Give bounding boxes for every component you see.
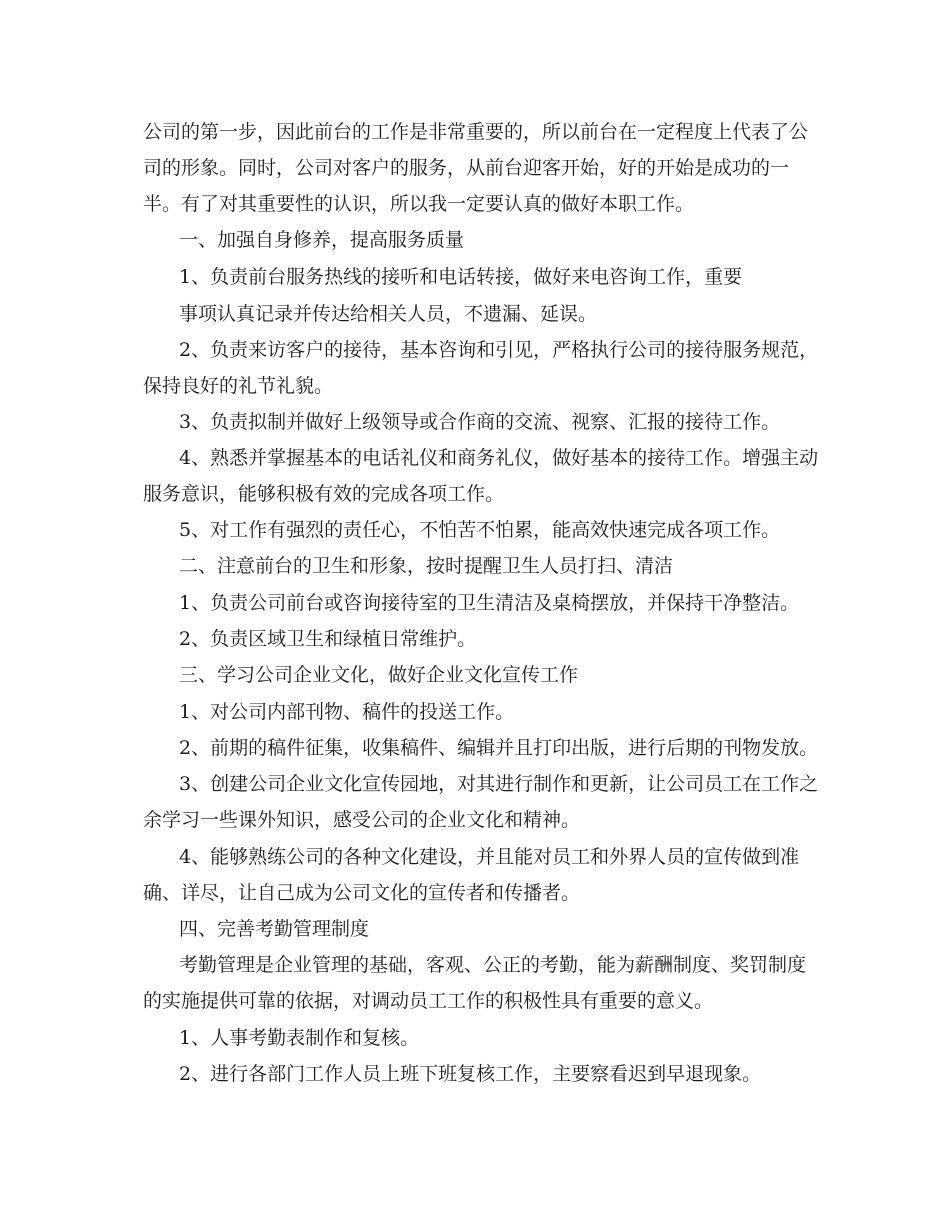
section-heading: 一、加强自身修养，提高服务质量: [179, 229, 465, 251]
paragraph-line: 2、进行各部门工作人员上班下班复核工作，主要察看迟到早退现象。: [179, 1063, 762, 1085]
paragraph-line: 2、前期的稿件征集，收集稿件、编辑并且打印出版，进行后期的刊物发放。: [179, 737, 819, 759]
paragraph-line: 余学习一些课外知识，感受公司的企业文化和精神。: [143, 809, 581, 831]
paragraph-line: 事项认真记录并传达给相关人员，不遗漏、延误。: [179, 303, 598, 325]
paragraph-line: 的实施提供可靠的依据，对调动员工工作的积极性具有重要的意义。: [143, 990, 714, 1012]
paragraph-line: 公司的第一步，因此前台的工作是非常重要的，所以前台在一定程度上代表了公: [143, 121, 809, 143]
paragraph-line: 确、详尽，让自己成为公司文化的宣传者和传播者。: [143, 882, 581, 904]
paragraph-line: 3、负责拟制并做好上级领导或合作商的交流、视察、汇报的接待工作。: [179, 411, 781, 433]
paragraph-line: 考勤管理是企业管理的基础，客观、公正的考勤，能为薪酬制度、奖罚制度: [179, 954, 807, 976]
paragraph-line: 司的形象。同时，公司对客户的服务，从前台迎客开始，好的开始是成功的一: [143, 157, 790, 179]
section-heading: 四、完善考勤管理制度: [179, 918, 370, 940]
paragraph-line: 1、对公司内部刊物、稿件的投送工作。: [179, 701, 515, 723]
paragraph-line: 2、负责区域卫生和绿植日常维护。: [179, 628, 477, 650]
paragraph-line: 5、对工作有强烈的责任心，不怕苦不怕累，能高效快速完成各项工作。: [179, 519, 781, 541]
paragraph-line: 1、人事考勤表制作和复核。: [179, 1027, 420, 1049]
paragraph-line: 保持良好的礼节礼貌。: [143, 375, 334, 397]
paragraph-line: 半。有了对其重要性的认识，所以我一定要认真的做好本职工作。: [143, 193, 695, 215]
paragraph-line: 4、能够熟练公司的各种文化建设，并且能对员工和外界人员的宣传做到准: [179, 846, 800, 868]
paragraph-line: 服务意识，能够积极有效的完成各项工作。: [143, 483, 505, 505]
paragraph-line: 4、熟悉并掌握基本的电话礼仪和商务礼仪，做好基本的接待工作。增强主动: [179, 447, 819, 469]
paragraph-line: 1、负责前台服务热线的接听和电话转接，做好来电咨询工作，重要: [179, 266, 743, 288]
paragraph-line: 3、创建公司企业文化宣传园地，对其进行制作和更新，让公司员工在工作之: [179, 773, 819, 795]
paragraph-line: 2、负责来访客户的接待，基本咨询和引见，严格执行公司的接待服务规范，: [179, 339, 819, 361]
section-heading: 二、注意前台的卫生和形象，按时提醒卫生人员打扫、清洁: [179, 555, 674, 577]
paragraph-line: 1、负责公司前台或咨询接待室的卫生清洁及桌椅摆放，并保持干净整洁。: [179, 592, 800, 614]
section-heading: 三、学习公司企业文化，做好企业文化宣传工作: [179, 664, 579, 686]
